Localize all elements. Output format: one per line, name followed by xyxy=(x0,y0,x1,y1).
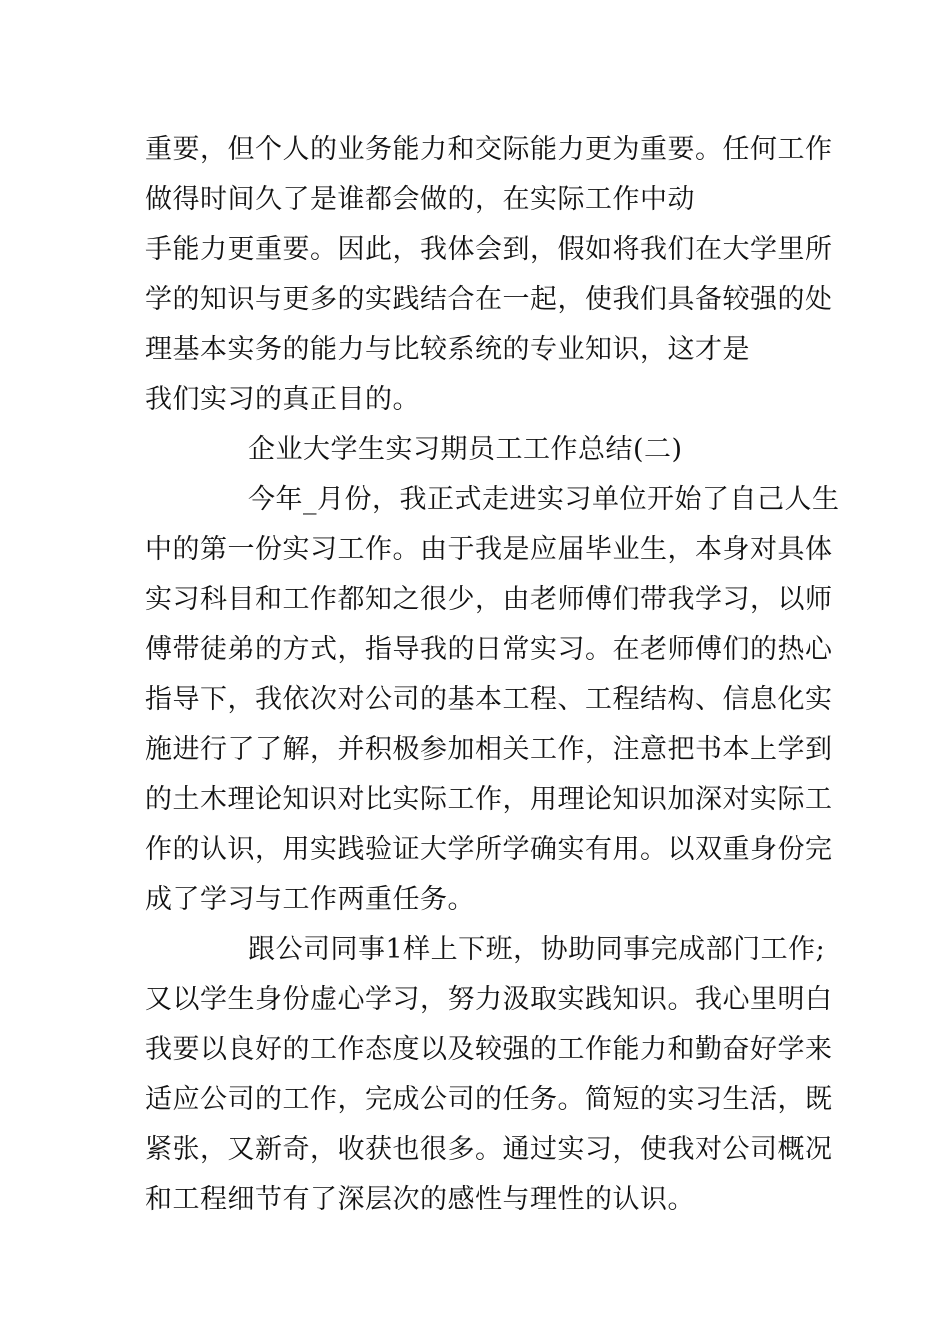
text-line: 今年_月份，我正式走进实习单位开始了自己人生 xyxy=(248,484,840,515)
text-line: 做得时间久了是谁都会做的，在实际工作中动 xyxy=(145,184,695,215)
text-line: 理基本实务的能力与比较系统的专业知识，这才是 xyxy=(145,334,750,365)
text-line: 又以学生身份虚心学习，努力汲取实践知识。我心里明白 xyxy=(145,984,833,1015)
text-line: 适应公司的工作，完成公司的任务。简短的实习生活，既 xyxy=(145,1084,833,1115)
text-line: 学的知识与更多的实践结合在一起，使我们具备较强的处 xyxy=(145,284,833,315)
text-line: 中的第一份实习工作。由于我是应届毕业生，本身对具体 xyxy=(145,534,833,565)
text-line: 成了学习与工作两重任务。 xyxy=(145,884,475,915)
text-line: 实习科目和工作都知之很少，由老师傅们带我学习，以师 xyxy=(145,584,833,615)
text-line: 我要以良好的工作态度以及较强的工作能力和勤奋好学来 xyxy=(145,1034,833,1065)
text-line: 跟公司同事1样上下班，协助同事完成部门工作; xyxy=(248,934,826,965)
text-line: 我们实习的真正目的。 xyxy=(145,384,420,415)
text-line: 紧张，又新奇，收获也很多。通过实习，使我对公司概况 xyxy=(145,1134,833,1165)
text-line: 施进行了了解，并积极参加相关工作，注意把书本上学到 xyxy=(145,734,833,765)
text-line: 的土木理论知识对比实际工作，用理论知识加深对实际工 xyxy=(145,784,833,815)
section-title: 企业大学生实习期员工工作总结(二) xyxy=(248,434,683,465)
text-line: 手能力更重要。因此，我体会到，假如将我们在大学里所 xyxy=(145,234,833,265)
text-line: 傅带徒弟的方式，指导我的日常实习。在老师傅们的热心 xyxy=(145,634,833,665)
text-line: 指导下，我依次对公司的基本工程、工程结构、信息化实 xyxy=(145,684,833,715)
text-line: 重要，但个人的业务能力和交际能力更为重要。任何工作 xyxy=(145,134,833,165)
text-line: 和工程细节有了深层次的感性与理性的认识。 xyxy=(145,1184,695,1215)
text-line: 作的认识，用实践验证大学所学确实有用。以双重身份完 xyxy=(145,834,833,865)
